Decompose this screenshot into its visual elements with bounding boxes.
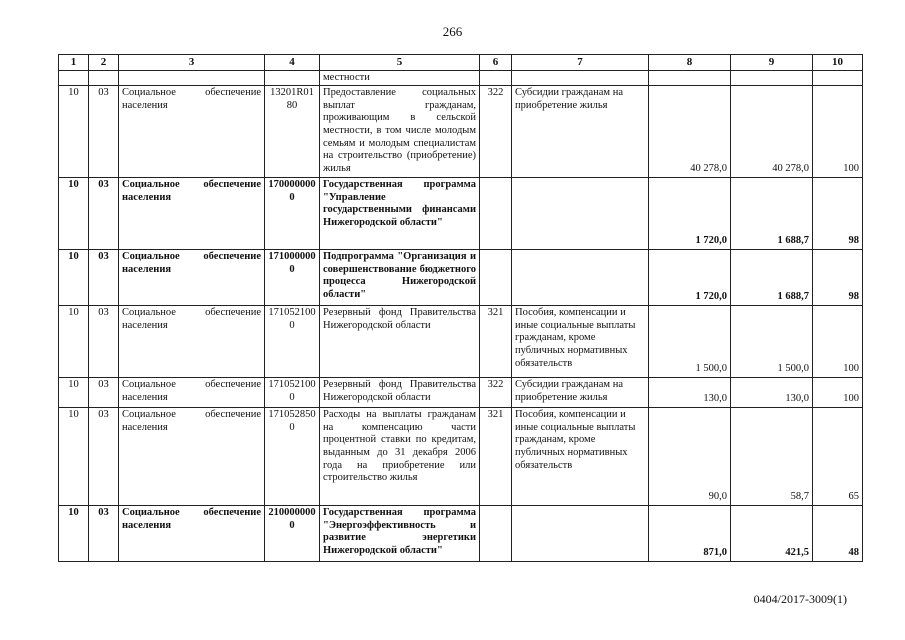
cell-section: 10 <box>59 306 89 378</box>
cell-expense-type: 322 <box>480 86 512 178</box>
table-row <box>59 306 863 378</box>
cell-target-code <box>265 70 320 86</box>
table-row <box>59 86 863 178</box>
cell-section: 10 <box>59 178 89 250</box>
header-col-8: 8 <box>649 55 731 71</box>
cell-expense-name <box>512 506 649 562</box>
cell-section-name <box>119 408 265 506</box>
cell-description: Подпрограмма "Организация и совершенствование бюджетного процесса Нижегородской области" <box>320 250 480 306</box>
cell-description: Государственная программа "Управление государственными финансами Нижегородской области" <box>320 178 480 250</box>
cell-planned: 1 720,0 <box>649 178 731 250</box>
cell-executed: 40 278,0 <box>731 86 813 178</box>
cell-planned <box>649 70 731 86</box>
cell-planned: 90,0 <box>649 408 731 506</box>
cell-subsection: 03 <box>89 506 119 562</box>
cell-section-name <box>119 86 265 178</box>
table-row <box>59 178 863 250</box>
cell-planned: 40 278,0 <box>649 86 731 178</box>
section-name-word-1: Социальное <box>122 307 176 319</box>
cell-percent: 65 <box>813 408 863 506</box>
section-name-word-3: населения <box>122 263 172 275</box>
cell-expense-type: 322 <box>480 378 512 408</box>
cell-subsection: 03 <box>89 306 119 378</box>
cell-target-code: 1710000000 <box>265 250 320 306</box>
cell-section: 10 <box>59 408 89 506</box>
cell-description: местности <box>320 70 480 86</box>
table-row <box>59 408 863 506</box>
page-number: 266 <box>442 24 463 39</box>
cell-planned: 871,0 <box>649 506 731 562</box>
cell-planned: 1 720,0 <box>649 250 731 306</box>
cell-expense-type: 321 <box>480 306 512 378</box>
section-name-word-1: Социальное <box>122 507 180 519</box>
cell-expense-name <box>512 250 649 306</box>
cell-subsection: 03 <box>89 250 119 306</box>
cell-section: 10 <box>59 86 89 178</box>
cell-section: 10 <box>59 250 89 306</box>
document-code: 0404/2017-3009(1) <box>753 592 847 606</box>
cell-expense-name: Пособия, компенсации и иные социальные выплаты гражданам, кроме публичных нормативных обязательств <box>512 306 649 378</box>
cell-executed: 1 500,0 <box>731 306 813 378</box>
header-col-9: 9 <box>731 55 813 71</box>
section-name-word-2: обеспечение <box>203 179 261 191</box>
cell-expense-name <box>512 70 649 86</box>
cell-executed: 421,5 <box>731 506 813 562</box>
cell-planned: 1 500,0 <box>649 306 731 378</box>
section-name-word-2: обеспечение <box>205 87 261 99</box>
cell-subsection: 03 <box>89 86 119 178</box>
cell-description: Государственная программа "Энергоэффективность и развитие энергетики Нижегородской области" <box>320 506 480 562</box>
cell-percent <box>813 70 863 86</box>
cell-target-code: 1710528500 <box>265 408 320 506</box>
section-name-word-1: Социальное <box>122 379 176 391</box>
table-row <box>59 70 863 86</box>
cell-expense-type: 321 <box>480 408 512 506</box>
cell-section-name <box>119 506 265 562</box>
cell-target-code: 13201R0180 <box>265 86 320 178</box>
header-col-2: 2 <box>89 55 119 71</box>
table-row <box>59 250 863 306</box>
section-name-line <box>122 307 261 320</box>
section-name-word-1: Социальное <box>122 409 176 421</box>
cell-expense-name: Субсидии гражданам на приобретение жилья <box>512 378 649 408</box>
cell-target-code: 1710521000 <box>265 306 320 378</box>
table-row <box>59 506 863 562</box>
cell-expense-name: Субсидии гражданам на приобретение жилья <box>512 86 649 178</box>
section-name-word-2: обеспечение <box>203 507 261 519</box>
section-name-word-1: Социальное <box>122 251 180 263</box>
cell-section: 10 <box>59 378 89 408</box>
cell-percent: 100 <box>813 86 863 178</box>
cell-description: Предоставление социальных выплат гражданам, проживающим в сельской местности, в том числе молодым семьям и молодым специалистам на строительство (приобретение) жилья <box>320 86 480 178</box>
cell-expense-type <box>480 250 512 306</box>
cell-expense-type <box>480 506 512 562</box>
section-name-word-2: обеспечение <box>205 409 261 421</box>
cell-subsection: 03 <box>89 178 119 250</box>
section-name-word-2: обеспечение <box>205 379 261 391</box>
cell-description: Резервный фонд Правительства Нижегородской области <box>320 306 480 378</box>
cell-subsection <box>89 70 119 86</box>
cell-expense-name <box>512 178 649 250</box>
cell-section-name <box>119 250 265 306</box>
section-name-word-2: обеспечение <box>203 251 261 263</box>
header-col-10: 10 <box>813 55 863 71</box>
table-body <box>59 70 863 562</box>
table-row <box>59 378 863 408</box>
header-col-4: 4 <box>265 55 320 71</box>
cell-percent: 100 <box>813 306 863 378</box>
section-name-word-3: населения <box>122 99 168 111</box>
section-name-line <box>122 409 261 422</box>
cell-section <box>59 70 89 86</box>
header-col-1: 1 <box>59 55 89 71</box>
cell-percent: 48 <box>813 506 863 562</box>
section-name-word-3: населения <box>122 519 172 531</box>
cell-executed: 1 688,7 <box>731 178 813 250</box>
cell-section: 10 <box>59 506 89 562</box>
section-name-line <box>122 251 261 264</box>
cell-target-code: 1700000000 <box>265 178 320 250</box>
cell-executed <box>731 70 813 86</box>
cell-expense-type <box>480 178 512 250</box>
header-col-3: 3 <box>119 55 265 71</box>
cell-subsection: 03 <box>89 378 119 408</box>
section-name-line <box>122 379 261 392</box>
section-name-word-3: населения <box>122 391 168 403</box>
budget-table <box>58 54 863 562</box>
section-name-line <box>122 507 261 520</box>
section-name-word-1: Социальное <box>122 87 176 99</box>
section-name-word-3: населения <box>122 191 172 203</box>
cell-percent: 98 <box>813 178 863 250</box>
section-name-word-3: населения <box>122 421 168 433</box>
cell-executed: 1 688,7 <box>731 250 813 306</box>
cell-target-code: 1710521000 <box>265 378 320 408</box>
cell-section-name <box>119 378 265 408</box>
cell-subsection: 03 <box>89 408 119 506</box>
cell-executed: 58,7 <box>731 408 813 506</box>
cell-target-code: 2100000000 <box>265 506 320 562</box>
section-name-line <box>122 87 261 100</box>
cell-section-name <box>119 70 265 86</box>
cell-section-name <box>119 306 265 378</box>
header-row <box>59 55 863 71</box>
header-col-6: 6 <box>480 55 512 71</box>
cell-planned: 130,0 <box>649 378 731 408</box>
header-col-7: 7 <box>512 55 649 71</box>
section-name-line <box>122 179 261 192</box>
cell-expense-type <box>480 70 512 86</box>
cell-section-name <box>119 178 265 250</box>
cell-description: Расходы на выплаты гражданам на компенсацию части процентной ставки по кредитам, выданным до 31 декабря 2006 года на приобретение или строительство жилья <box>320 408 480 506</box>
header-col-5: 5 <box>320 55 480 71</box>
section-name-word-3: населения <box>122 319 168 331</box>
cell-expense-name: Пособия, компенсации и иные социальные выплаты гражданам, кроме публичных нормативных обязательств <box>512 408 649 506</box>
cell-percent: 98 <box>813 250 863 306</box>
cell-percent: 100 <box>813 378 863 408</box>
section-name-word-1: Социальное <box>122 179 180 191</box>
cell-description: Резервный фонд Правительства Нижегородской области <box>320 378 480 408</box>
cell-executed: 130,0 <box>731 378 813 408</box>
section-name-word-2: обеспечение <box>205 307 261 319</box>
